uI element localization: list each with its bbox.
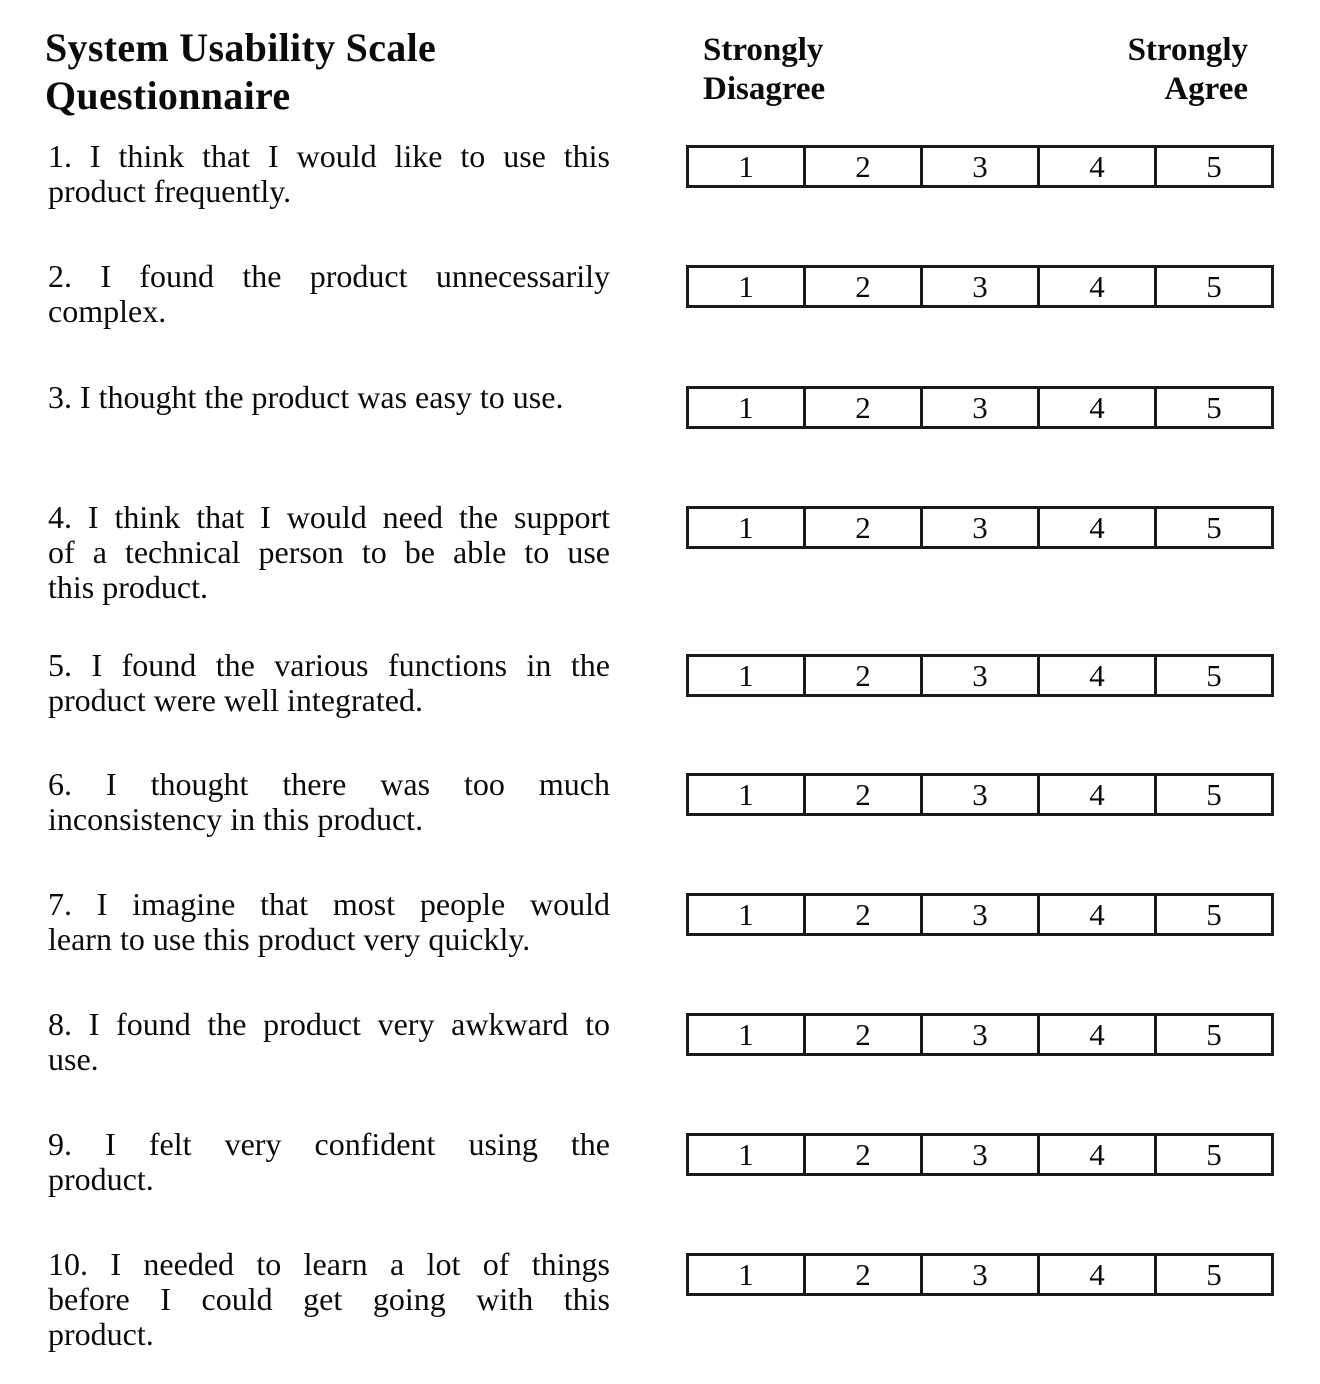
scale-row-8-option-5[interactable]: 5 — [1154, 1016, 1271, 1053]
question-10 — [48, 1247, 610, 1352]
scale-row-8 — [686, 1013, 1274, 1056]
scale-row-2-option-1[interactable]: 1 — [738, 269, 754, 304]
scale-row-5-option-4[interactable]: 4 — [1037, 657, 1154, 694]
scale-row-4-option-5[interactable]: 5 — [1154, 509, 1271, 546]
scale-row-5-option-5[interactable]: 5 — [1154, 657, 1271, 694]
question-5 — [48, 648, 610, 718]
question-4-line-3: this product. — [48, 569, 208, 605]
scale-row-7-option-3[interactable]: 3 — [920, 896, 1037, 933]
scale-row-3-option-1[interactable]: 1 — [738, 390, 754, 425]
strongly-agree-line-1: Strongly — [1127, 32, 1248, 68]
strongly-disagree-line-1: Strongly — [703, 32, 824, 68]
question-6-line-2: inconsistency in this product. — [48, 801, 424, 837]
scale-row-5-option-2[interactable]: 2 — [803, 657, 920, 694]
question-1-line-1: 1. I think that I would like to use this — [48, 138, 610, 174]
scale-row-8-option-4[interactable]: 4 — [1037, 1016, 1154, 1053]
question-4 — [48, 500, 610, 605]
question-9-line-2: product. — [48, 1161, 154, 1197]
scale-row-9-option-1[interactable]: 1 — [738, 1137, 754, 1172]
scale-row-1-option-3[interactable]: 3 — [920, 148, 1037, 185]
scale-row-4 — [686, 506, 1274, 549]
scale-row-7-option-4[interactable]: 4 — [1037, 896, 1154, 933]
scale-row-3-option-4[interactable]: 4 — [1037, 389, 1154, 426]
scale-row-9-option-2[interactable]: 2 — [803, 1136, 920, 1173]
question-8-line-1: 8. I found the product very awkward to — [48, 1006, 610, 1042]
question-7-line-1: 7. I imagine that most people would — [48, 886, 610, 922]
question-4-line-1: 4. I think that I would need the support — [48, 499, 610, 535]
scale-row-2-option-4[interactable]: 4 — [1037, 268, 1154, 305]
scale-row-2-option-2[interactable]: 2 — [803, 268, 920, 305]
scale-header-strongly-disagree — [703, 31, 825, 109]
scale-row-9-option-5[interactable]: 5 — [1154, 1136, 1271, 1173]
scale-row-5 — [686, 654, 1274, 697]
scale-row-9-option-4[interactable]: 4 — [1037, 1136, 1154, 1173]
scale-row-4-option-3[interactable]: 3 — [920, 509, 1037, 546]
scale-row-6 — [686, 773, 1274, 816]
question-7-line-2: learn to use this product very quickly. — [48, 921, 531, 957]
scale-row-9-option-3[interactable]: 3 — [920, 1136, 1037, 1173]
scale-row-1-option-4[interactable]: 4 — [1037, 148, 1154, 185]
scale-row-10-option-2[interactable]: 2 — [803, 1256, 920, 1293]
question-10-line-3: product. — [48, 1316, 154, 1352]
scale-row-8-option-2[interactable]: 2 — [803, 1016, 920, 1053]
question-10-line-1: 10. I needed to learn a lot of things — [48, 1246, 610, 1282]
question-9-line-1: 9. I felt very confident using the — [48, 1126, 610, 1162]
scale-row-10-option-5[interactable]: 5 — [1154, 1256, 1271, 1293]
page-title-line-1: System Usability Scale — [45, 25, 437, 70]
page-title — [45, 24, 436, 120]
scale-row-3 — [686, 386, 1274, 429]
scale-row-2 — [686, 265, 1274, 308]
scale-row-6-option-2[interactable]: 2 — [803, 776, 920, 813]
scale-row-10-option-3[interactable]: 3 — [920, 1256, 1037, 1293]
scale-row-7-option-2[interactable]: 2 — [803, 896, 920, 933]
scale-row-5-option-3[interactable]: 3 — [920, 657, 1037, 694]
scale-row-4-option-2[interactable]: 2 — [803, 509, 920, 546]
question-4-line-2: of a technical person to be able to use — [48, 534, 610, 570]
question-6-line-1: 6. I thought there was too much — [48, 766, 610, 802]
scale-header-strongly-agree — [1128, 31, 1248, 109]
question-2 — [48, 259, 610, 329]
scale-row-9 — [686, 1133, 1274, 1176]
scale-row-10-option-1[interactable]: 1 — [738, 1257, 754, 1292]
question-5-line-1: 5. I found the various functions in the — [48, 647, 610, 683]
scale-row-1-option-5[interactable]: 5 — [1154, 148, 1271, 185]
scale-row-3-option-5[interactable]: 5 — [1154, 389, 1271, 426]
scale-row-10 — [686, 1253, 1274, 1296]
scale-row-6-option-5[interactable]: 5 — [1154, 776, 1271, 813]
scale-row-3-option-3[interactable]: 3 — [920, 389, 1037, 426]
scale-row-1 — [686, 145, 1274, 188]
scale-row-10-option-4[interactable]: 4 — [1037, 1256, 1154, 1293]
scale-row-1-option-1[interactable]: 1 — [738, 149, 754, 184]
question-9 — [48, 1127, 610, 1197]
strongly-disagree-line-2: Disagree — [703, 71, 826, 107]
question-6 — [48, 767, 610, 837]
scale-row-4-option-1[interactable]: 1 — [738, 510, 754, 545]
question-3-line-1: 3. I thought the product was easy to use. — [48, 379, 564, 415]
question-2-line-1: 2. I found the product unnecessarily — [48, 258, 610, 294]
question-8-line-2: use. — [48, 1041, 99, 1077]
scale-row-6-option-1[interactable]: 1 — [738, 777, 754, 812]
question-3 — [48, 380, 610, 415]
question-5-line-2: product were well integrated. — [48, 682, 423, 718]
question-10-line-2: before I could get going with this — [48, 1281, 610, 1317]
scale-row-7-option-1[interactable]: 1 — [738, 897, 754, 932]
question-8 — [48, 1007, 610, 1077]
scale-row-6-option-4[interactable]: 4 — [1037, 776, 1154, 813]
scale-row-6-option-3[interactable]: 3 — [920, 776, 1037, 813]
question-1 — [48, 139, 610, 209]
scale-row-3-option-2[interactable]: 2 — [803, 389, 920, 426]
scale-row-2-option-3[interactable]: 3 — [920, 268, 1037, 305]
scale-row-4-option-4[interactable]: 4 — [1037, 509, 1154, 546]
page-title-line-2: Questionnaire — [45, 73, 291, 118]
question-2-line-2: complex. — [48, 293, 167, 329]
scale-row-5-option-1[interactable]: 1 — [738, 658, 754, 693]
scale-row-2-option-5[interactable]: 5 — [1154, 268, 1271, 305]
scale-row-7-option-5[interactable]: 5 — [1154, 896, 1271, 933]
scale-row-1-option-2[interactable]: 2 — [803, 148, 920, 185]
scale-row-8-option-3[interactable]: 3 — [920, 1016, 1037, 1053]
scale-row-8-option-1[interactable]: 1 — [738, 1017, 754, 1052]
strongly-agree-line-2: Agree — [1164, 71, 1248, 107]
question-7 — [48, 887, 610, 957]
scale-row-7 — [686, 893, 1274, 936]
question-1-line-2: product frequently. — [48, 173, 292, 209]
